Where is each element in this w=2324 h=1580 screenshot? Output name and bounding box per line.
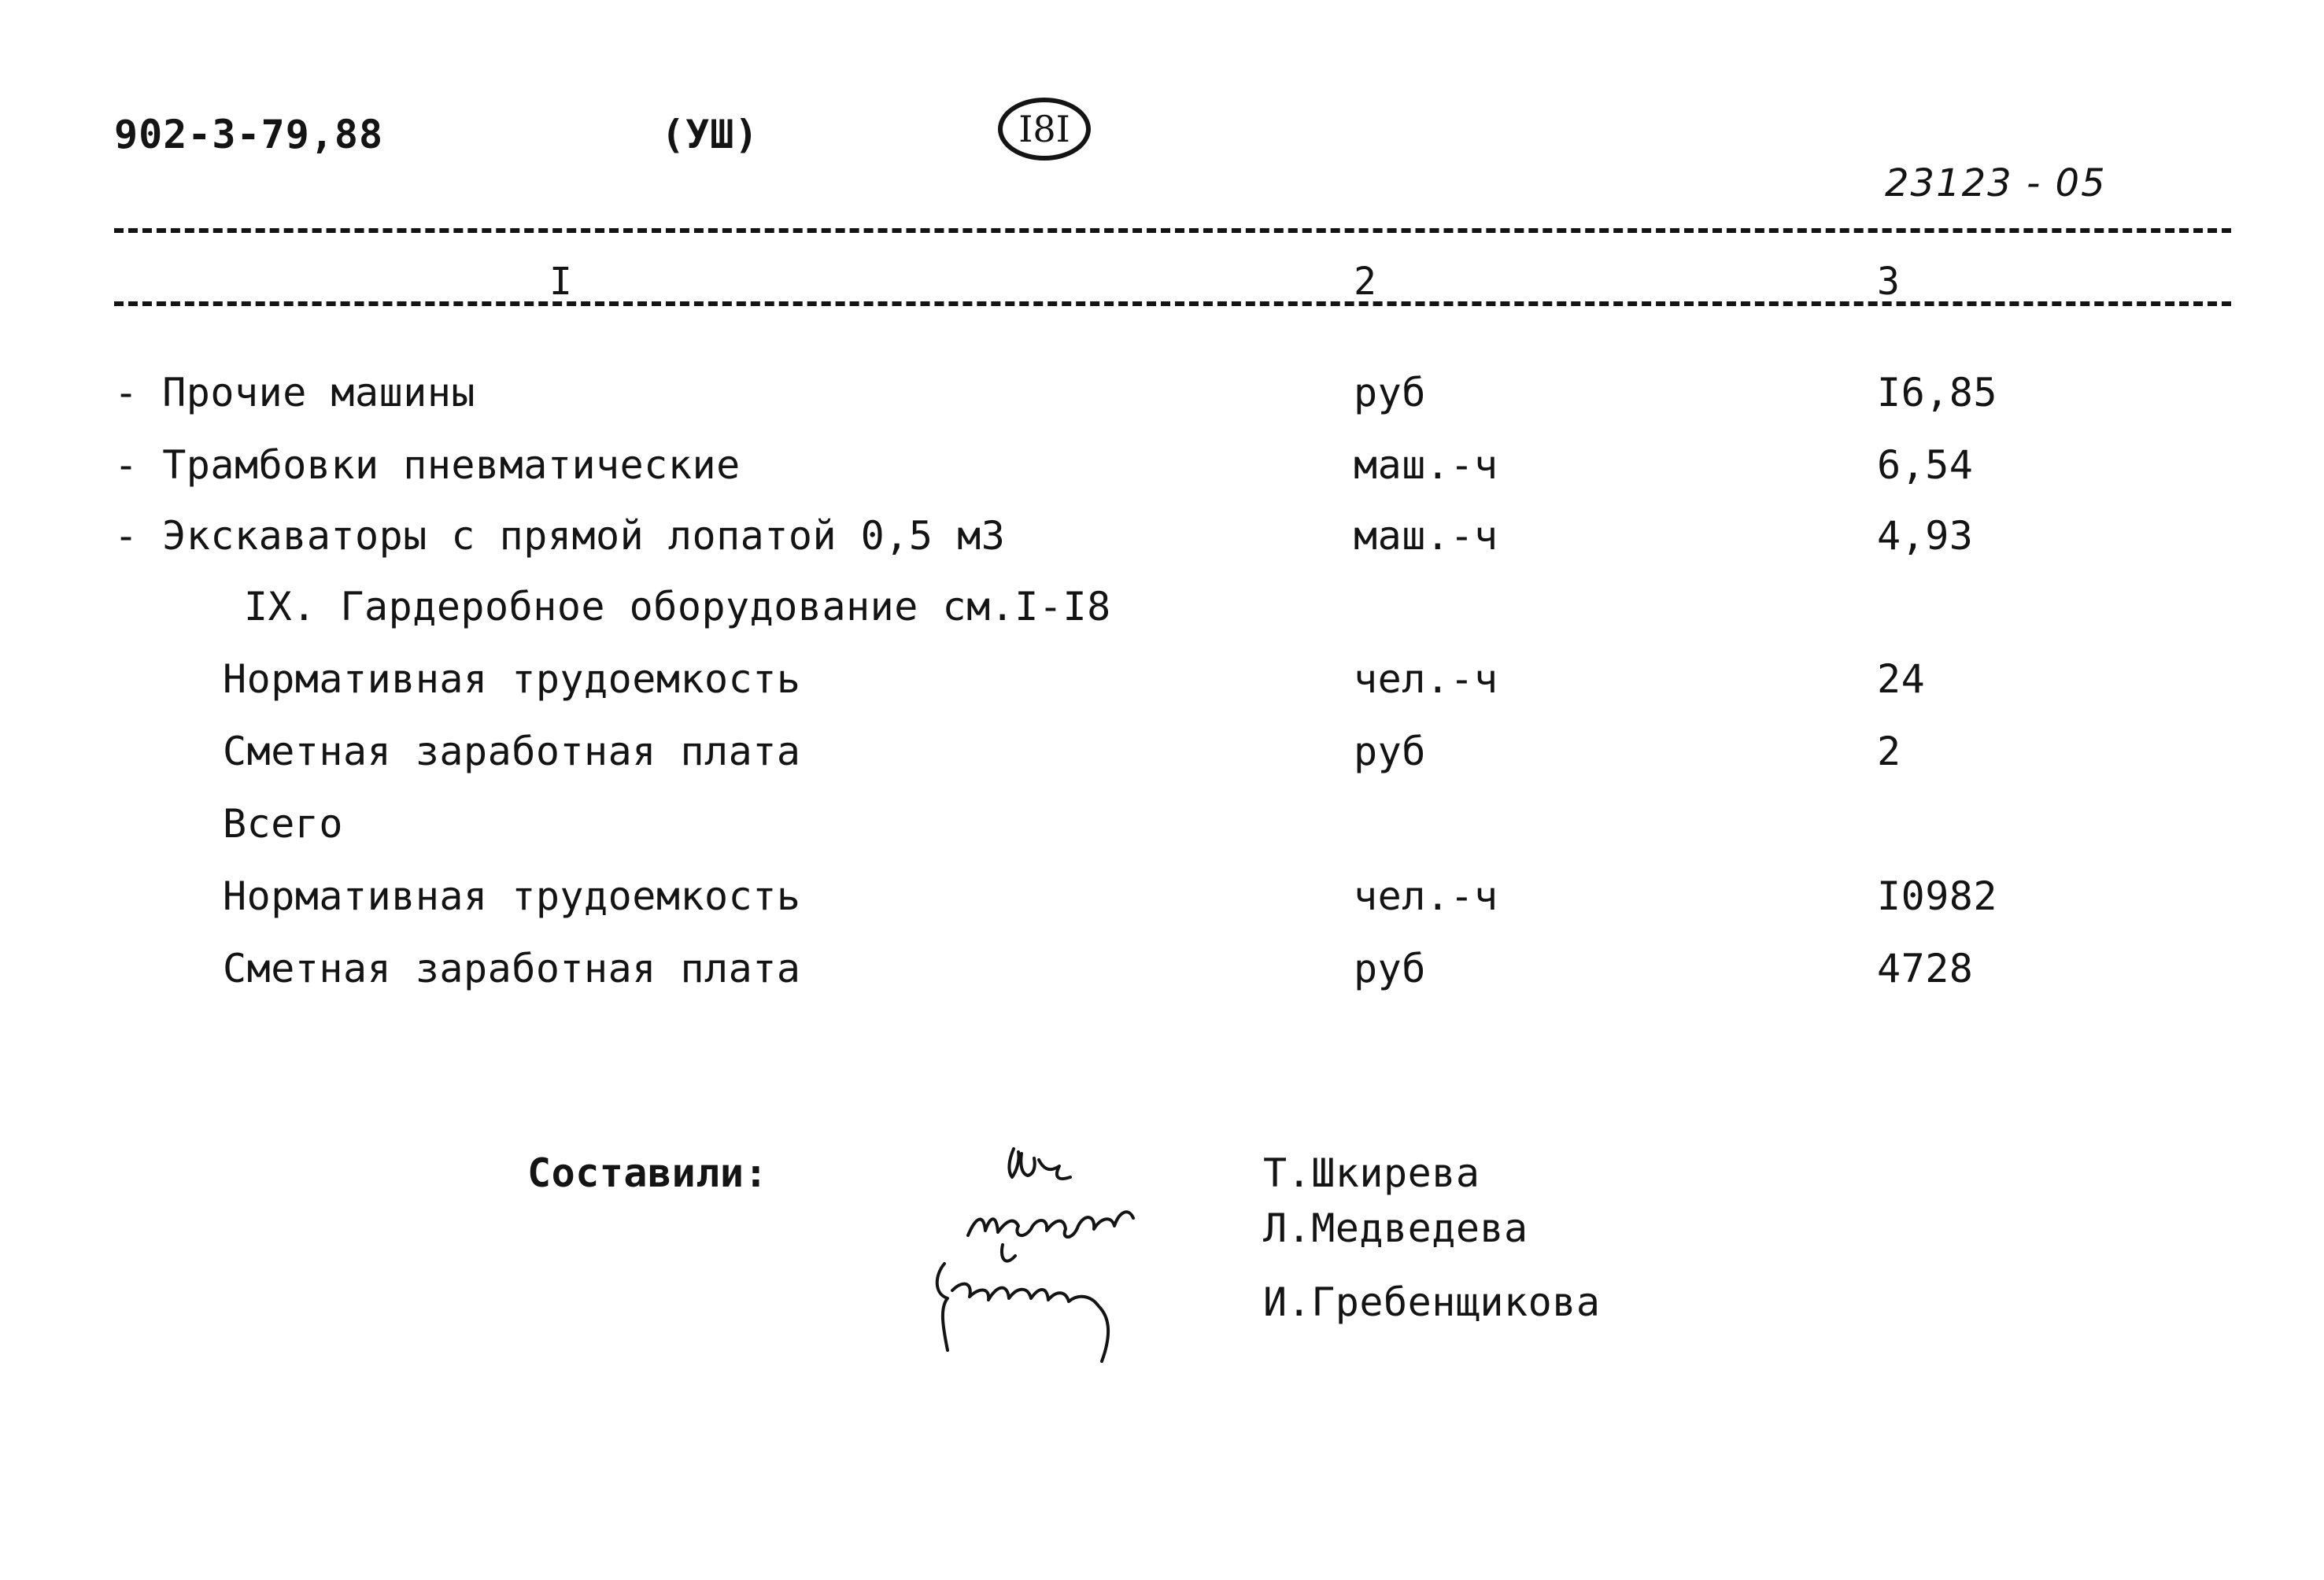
archive-number: 23123 - 05 [1885,161,2107,205]
total-heading: Всего [223,801,344,847]
handwritten-signatures [921,1125,1220,1385]
section-heading: IX. Гардеробное оборудование см.I-I8 [244,584,1111,629]
row-name: - Экскаваторы с прямой лопатой 0,5 м3 [114,513,1006,559]
row-value: 4728 [1877,946,1974,991]
row-unit: маш.-ч [1354,513,1498,559]
row-name: - Трамбовки пневматические [114,442,741,488]
row-value: 2 [1877,729,1901,774]
row-value: 6,54 [1877,442,1974,488]
row-value: I6,85 [1877,370,1998,415]
row-unit: руб [1354,370,1426,415]
row-value: 4,93 [1877,513,1974,559]
row-name: - Прочие машины [114,370,476,415]
row-unit: маш.-ч [1354,442,1498,488]
row-unit: руб [1354,729,1426,774]
column-header-1: I [549,260,572,304]
row-name: Нормативная трудоемкость [223,656,801,702]
table-top-rule [114,228,2231,233]
row-unit: чел.-ч [1354,873,1498,919]
row-value: 24 [1877,656,1926,702]
row-value: I0982 [1877,873,1998,919]
row-unit: руб [1354,946,1426,991]
signer-name-3: И.Гребенщикова [1263,1279,1601,1325]
signer-name-2: Л.Медведева [1263,1205,1528,1251]
section-label: (УШ) [661,112,759,157]
row-name: Нормативная трудоемкость [223,873,801,919]
row-name: Сметная заработная плата [223,729,801,774]
column-header-2: 2 [1354,260,1376,304]
compiled-by-label: Составили: [527,1150,769,1196]
row-name: Сметная заработная плата [223,946,801,991]
document-code: 902-3-79,88 [114,112,384,157]
table-header-rule [114,301,2231,306]
signer-name-1: Т.Шкирева [1263,1150,1480,1196]
column-header-3: 3 [1877,260,1900,304]
page-number: I8I [998,98,1091,161]
row-unit: чел.-ч [1354,656,1498,702]
